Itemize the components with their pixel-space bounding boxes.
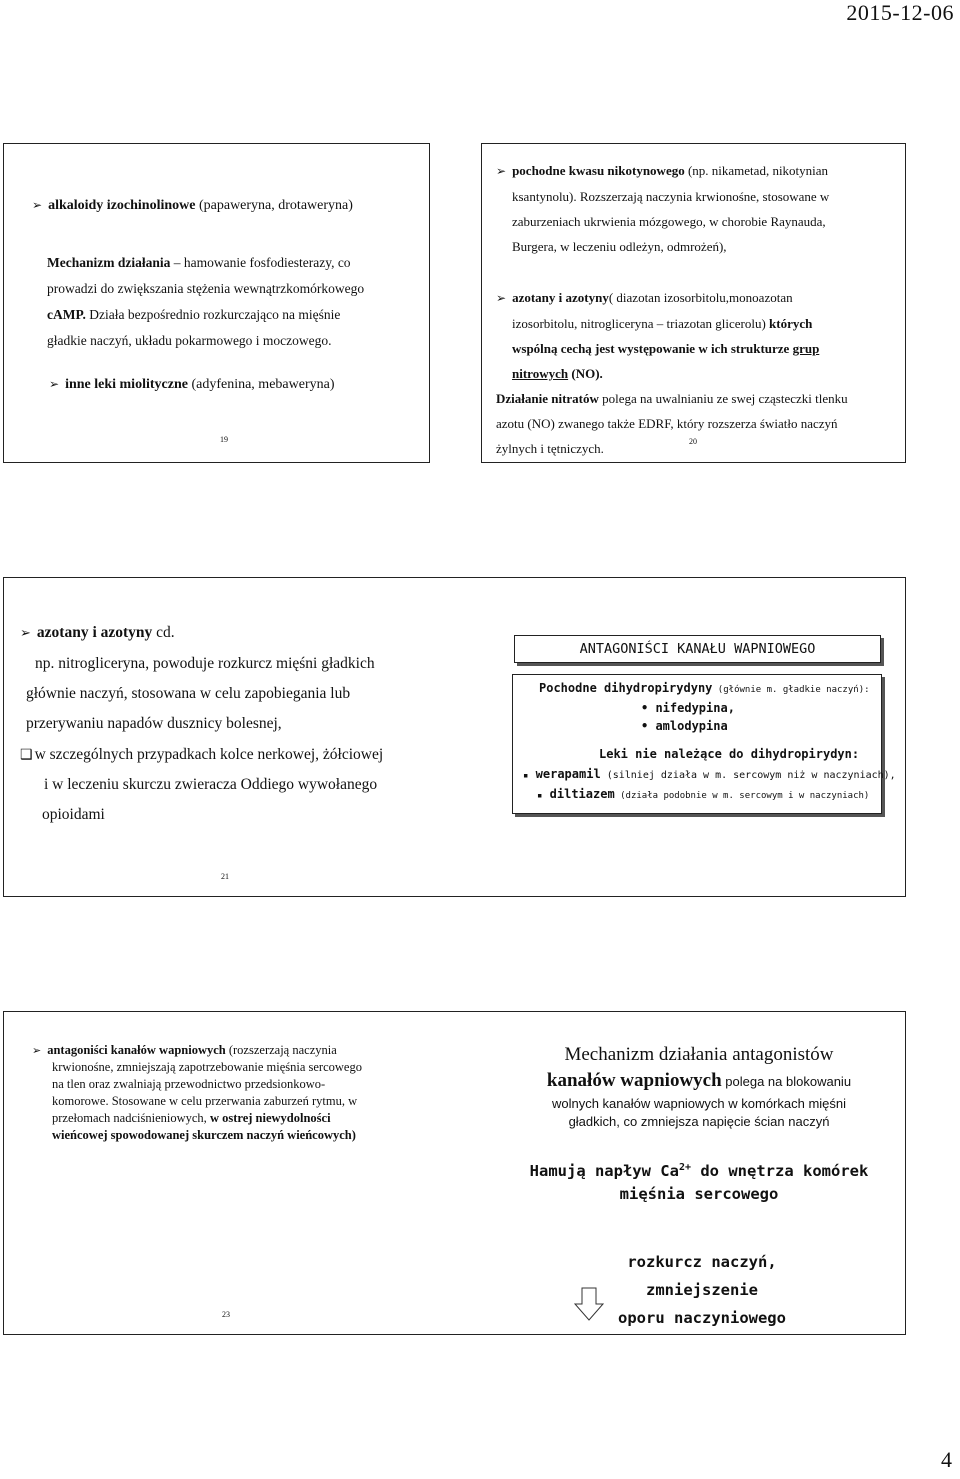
- line4: komorowe. Stosowane w celu przerwania zaburzeń rytmu, w: [52, 1094, 358, 1108]
- slide-21-text: [20, 618, 383, 830]
- non-dhp-item: ▪ werapamil (silniej działa w m. sercowym niż w naczyniach),: [523, 767, 896, 781]
- result-line1: rozkurcz naczyń,: [627, 1253, 777, 1271]
- ca-charge: 2+: [678, 1162, 692, 1173]
- azotany-cd-heading: azotany i azotyny: [36, 624, 153, 641]
- antagonisci-title: ANTAGONIŚCI KANAŁU WAPNIOWEGO: [579, 641, 816, 657]
- hamuja-text-rest: do wnętrza komórek: [691, 1162, 869, 1181]
- slide-number: 19: [220, 435, 228, 444]
- line6-bold: wieńcowej spowodowanej skurczem naczyń wieńcowych): [52, 1128, 356, 1142]
- line6: izosorbitolu, nitrogliceryna – triazotan glicerolu): [512, 316, 770, 331]
- mechanizm-line4: gładkich, co zmniejsza napięcie ścian naczyń: [568, 1114, 830, 1129]
- result-block: [592, 1248, 812, 1332]
- slide-number: 20: [689, 437, 697, 446]
- line5: ( diazotan izosorbitolu,monoazotan: [608, 290, 793, 305]
- cd-label: cd.: [152, 624, 175, 641]
- header-date: 2015-12-06: [846, 0, 954, 25]
- mechanizm-line3: wolnych kanałów wapniowych w komórkach mięśni: [551, 1096, 847, 1111]
- mechanizm-heading: Mechanizm działania: [47, 255, 171, 270]
- line5-bold: w ostrej niewydolności: [209, 1111, 331, 1125]
- camp-term: cAMP.: [47, 307, 86, 322]
- line3: na tlen oraz zwalniają przewodnictwo przedsionkowo-: [52, 1077, 326, 1091]
- nitrowych-term: nitrowych: [512, 366, 569, 381]
- alkaloidy-line: [32, 198, 353, 214]
- non-dhp-heading: Leki nie należące do dihydropirydyn:: [599, 747, 860, 761]
- mechanizm-line2-rest: polega na blokowaniu: [721, 1074, 852, 1089]
- slide-20-text: [496, 158, 848, 461]
- line4: w szczególnych przypadkach kolce nerkowej, żółciowej: [34, 746, 384, 763]
- mechanizm-line2: prowadzi do zwiększania stężenia wewnątrzkomórkowego: [47, 281, 365, 296]
- mechanizm-paragraph: [47, 250, 364, 354]
- line7-bold: wspólną cechą jest występowanie w ich strukturze: [512, 341, 793, 356]
- slide-23-text: [32, 1042, 362, 1144]
- mechanizm-line1: – hamowanie fosfodiesterazy, co: [170, 255, 351, 270]
- hamuja-block: [494, 1156, 904, 1206]
- line9: polega na uwalnianiu ze swej cząsteczki tlenku: [598, 391, 848, 406]
- slide-number: 21: [221, 872, 229, 881]
- no-term: (NO).: [568, 366, 603, 381]
- line6-bold: których: [769, 316, 813, 331]
- inne-leki-examples: (adyfenina, mebaweryna): [187, 377, 335, 392]
- inne-leki-heading: inne leki miolityczne: [65, 377, 188, 392]
- alkaloidy-examples: (papaweryna, drotaweryna): [195, 198, 353, 213]
- line1: (np. nikametad, nikotynian: [684, 163, 829, 178]
- alkaloidy-heading: alkaloidy izochinolinowe: [48, 198, 196, 213]
- nikotynowy-heading: pochodne kwasu nikotynowego: [512, 163, 685, 178]
- line2: głównie naczyń, stosowana w celu zapobiegania lub: [26, 685, 351, 702]
- line5: i w leczeniu skurczu zwieracza Oddiego wywołanego: [44, 776, 378, 793]
- hamuja-text-line2: mięśnia sercowego: [619, 1185, 779, 1204]
- line11: żylnych i tętniczych.: [496, 441, 604, 456]
- mechanizm-title-line1: Mechanizm działania antagonistów: [564, 1044, 834, 1065]
- dzialanie-heading: Działanie nitratów: [496, 391, 599, 406]
- slide-21-22: [3, 577, 906, 897]
- antagonisci-heading: antagoniści kanałów wapniowych: [47, 1043, 226, 1057]
- arrow-bullet-icon: ➢: [32, 198, 43, 212]
- mechanizm-block: [504, 1042, 894, 1131]
- arrow-bullet-icon: ➢: [496, 164, 507, 178]
- line1: (rozszerzają naczynia: [225, 1043, 337, 1057]
- mechanizm-title-line2: kanałów wapniowych: [546, 1070, 722, 1091]
- slide-number: 23: [222, 1310, 230, 1319]
- mechanizm-line4: gładkie naczyń, układu pokarmowego i moczowego.: [47, 333, 332, 348]
- dhp-heading: Pochodne dihydropirydyny: [539, 681, 713, 695]
- slide-19: [3, 143, 430, 463]
- line5: przełomach nadciśnieniowych,: [52, 1111, 210, 1125]
- arrow-bullet-icon: ➢: [20, 626, 31, 641]
- checkbox-bullet-icon: ❑: [20, 746, 33, 762]
- line6: opioidami: [42, 806, 105, 823]
- result-line2: zmniejszenie: [646, 1281, 758, 1299]
- antagonisci-list-box: [512, 674, 896, 814]
- dhp-item: • nifedypina,: [641, 701, 735, 715]
- line1: np. nitrogliceryna, powoduje rozkurcz mięśni gładkich: [35, 655, 375, 672]
- grup-term: grup: [792, 341, 820, 356]
- line3: zaburzeniach ukrwienia mózgowego, w chorobie Raynauda,: [512, 214, 826, 229]
- result-line3: oporu naczyniowego: [618, 1309, 786, 1327]
- azotany-heading: azotany i azotyny: [512, 290, 609, 305]
- line3: przerywaniu napadów dusznicy bolesnej,: [26, 715, 282, 732]
- hamuja-text: Hamują napływ Ca: [529, 1162, 679, 1181]
- slide-20: [481, 143, 906, 463]
- page-number: 4: [941, 1447, 952, 1472]
- inne-leki-line: [49, 377, 335, 393]
- down-arrow-icon: [574, 1287, 604, 1321]
- line2: ksantynolu). Rozszerzają naczynia krwionośne, stosowane w: [512, 189, 830, 204]
- mechanizm-line3: Działa bezpośrednio rozkurczająco na mięśnie: [85, 307, 341, 322]
- arrow-bullet-icon: ➢: [496, 291, 507, 305]
- dhp-note: (głównie m. gładkie naczyń):: [712, 685, 870, 695]
- dhp-item: • amlodypina: [641, 719, 728, 733]
- slide-23-24: [3, 1011, 906, 1335]
- non-dhp-item: ▪ diltiazem (działa podobnie w m. sercowym i w naczyniach): [537, 787, 870, 801]
- line4: Burgera, w leczeniu odleżyn, odmrożeń),: [512, 239, 727, 254]
- antagonisci-title-box: [514, 635, 881, 663]
- line2: krwionośne, zmniejszają zapotrzebowanie mięśnia sercowego: [52, 1060, 362, 1074]
- arrow-bullet-icon: ➢: [32, 1044, 42, 1057]
- arrow-bullet-icon: ➢: [49, 377, 60, 391]
- line10: azotu (NO) zwanego także EDRF, który rozszerza światło naczyń: [496, 416, 838, 431]
